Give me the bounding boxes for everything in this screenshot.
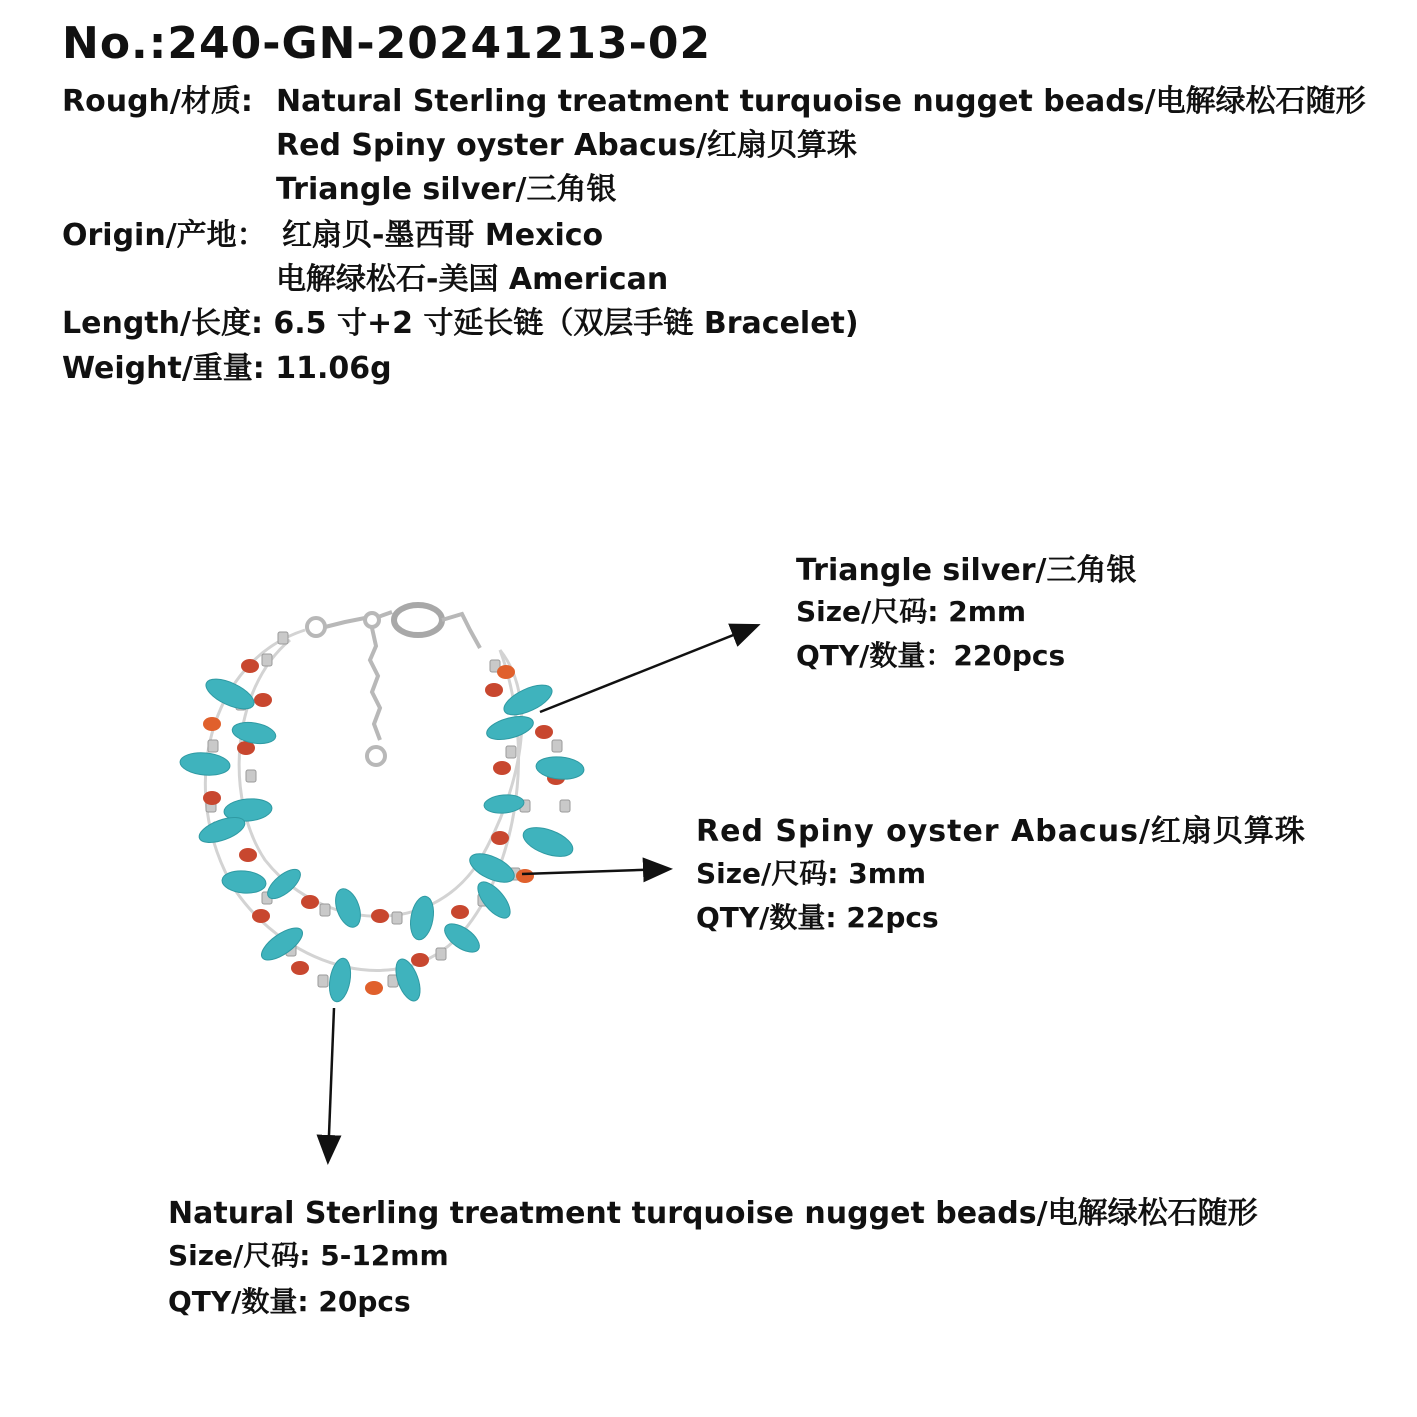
turquoise-leader-arrow xyxy=(328,1008,334,1160)
product-number: No.:240-GN-20241213-02 xyxy=(62,18,712,69)
turquoise-qty: QTY/数量: 20pcs xyxy=(168,1285,411,1318)
silver-qty: QTY/数量：220pcs xyxy=(796,639,1066,672)
turquoise-name: Natural Sterling treatment turquoise nugget beads/电解绿松石随形 xyxy=(168,1196,1258,1231)
silver-size: Size/尺码: 2mm xyxy=(796,595,1027,628)
clasp-and-chain xyxy=(307,605,480,765)
oyster-qty: QTY/数量: 22pcs xyxy=(696,901,939,934)
oyster-size: Size/尺码: 3mm xyxy=(696,857,927,890)
turquoise-beads xyxy=(179,673,585,1004)
silver-leader-arrow xyxy=(540,626,756,712)
origin-line-2: 电解绿松石-美国 American xyxy=(276,262,669,297)
silver-name: Triangle silver/三角银 xyxy=(796,553,1137,588)
origin-label: Origin/产地： xyxy=(62,218,267,253)
turquoise-size: Size/尺码: 5-12mm xyxy=(168,1239,449,1272)
weight-spec: Weight/重量: 11.06g xyxy=(62,351,392,386)
oyster-leader-arrow xyxy=(522,869,668,874)
length-spec: Length/长度: 6.5 寸+2 寸延长链（双层手链 Bracelet) xyxy=(62,306,859,341)
rough-line-2: Red Spiny oyster Abacus/红扇贝算珠 xyxy=(276,128,857,163)
rough-label: Rough/材质: xyxy=(62,84,253,119)
rough-line-3: Triangle silver/三角银 xyxy=(276,172,617,207)
origin-line-1: 红扇贝-墨西哥 Mexico xyxy=(282,218,604,253)
rough-line-1: Natural Sterling treatment turquoise nugget beads/电解绿松石随形 xyxy=(276,84,1366,119)
oyster-name: Red Spiny oyster Abacus/红扇贝算珠 xyxy=(696,814,1306,849)
